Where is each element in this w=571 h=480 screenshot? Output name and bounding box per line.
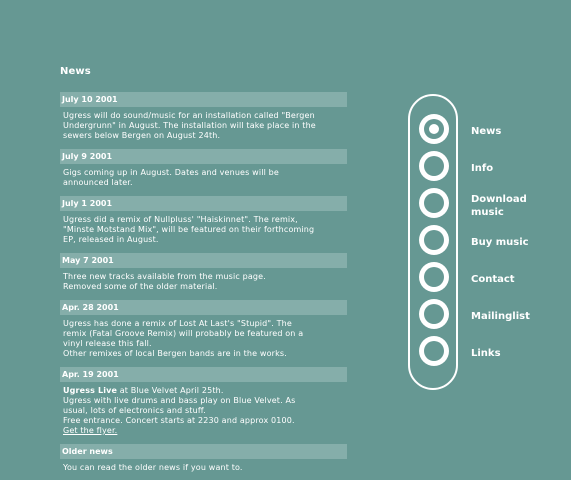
nav-radio-inner xyxy=(424,341,444,361)
news-entry-text xyxy=(60,168,347,188)
news-text-line: Gigs coming up in August. Dates and venues will be xyxy=(63,168,279,177)
news-entry-date: Older news xyxy=(60,444,347,459)
nav-radio-inner xyxy=(424,230,444,250)
news-entry-date: July 9 2001 xyxy=(60,149,347,164)
nav-label-info[interactable]: Info xyxy=(471,163,494,174)
news-entry-date: July 10 2001 xyxy=(60,92,347,107)
ugress-live-label: Ugress Live xyxy=(63,386,118,395)
news-text-line: remix (Fatal Groove Remix) will probably be featured on a xyxy=(63,329,304,338)
news-entry-date: Apr. 19 2001 xyxy=(60,367,347,382)
news-text-line: Ugress did a remix of Nullpluss' "Haiskinnet". The remix, xyxy=(63,215,298,224)
news-text-line: EP, released in August. xyxy=(63,235,159,244)
nav-radio-icon xyxy=(419,151,449,181)
news-text-line: Ugress has done a remix of Lost At Last's "Stupid". The xyxy=(63,319,292,328)
news-entry-text xyxy=(60,272,347,292)
news-text-line: Three new tracks available from the music page. xyxy=(63,272,266,281)
nav-radio-icon xyxy=(419,336,449,366)
news-text-line: Undergrunn" in August. The installation will take place in the xyxy=(63,121,316,130)
news-text-line: Free entrance. Concert starts at 2230 and approx 0100. xyxy=(63,416,295,425)
nav-radio-icon xyxy=(419,225,449,255)
nav-radio-inner xyxy=(424,193,444,213)
news-text-fragment: at Blue Velvet April 25th. xyxy=(117,386,224,395)
nav-item-links[interactable] xyxy=(414,332,564,370)
news-text-line: Removed some of the older material. xyxy=(63,282,218,291)
news-text-line xyxy=(63,386,347,396)
nav-radio-inner xyxy=(424,119,444,139)
nav-item-buy-music[interactable] xyxy=(414,221,564,259)
nav-item-download-music[interactable] xyxy=(414,184,564,222)
news-text-line: sewers below Bergen on August 24th. xyxy=(63,131,221,140)
nav-label-mailinglist[interactable]: Mailinglist xyxy=(471,311,530,322)
news-entry-text xyxy=(60,111,347,141)
nav-label-download-music[interactable]: Download music xyxy=(471,194,527,218)
news-entry xyxy=(60,444,347,473)
news-text-line xyxy=(63,426,347,436)
news-entry-date: May 7 2001 xyxy=(60,253,347,268)
news-entry xyxy=(60,149,347,188)
news-entry-text xyxy=(60,386,347,436)
news-entry xyxy=(60,92,347,141)
news-text-line: Ugress with live drums and bass play on Blue Velvet. As xyxy=(63,396,296,405)
nav-radio-icon xyxy=(419,299,449,329)
nav-item-info[interactable] xyxy=(414,147,564,185)
news-text-line: announced later. xyxy=(63,178,133,187)
news-entry xyxy=(60,367,347,436)
news-heading: News xyxy=(60,66,91,77)
nav-label-news[interactable]: News xyxy=(471,126,502,137)
news-text-line: vinyl release this fall. xyxy=(63,339,152,348)
nav-label-buy-music[interactable]: Buy music xyxy=(471,237,529,248)
nav-radio-inner xyxy=(424,156,444,176)
nav-item-contact[interactable] xyxy=(414,258,564,296)
news-entry xyxy=(60,253,347,292)
news-entry-text xyxy=(60,319,347,359)
news-text-line: "Minste Motstand Mix", will be featured on their forthcoming xyxy=(63,225,315,234)
news-entry-date: July 1 2001 xyxy=(60,196,347,211)
news-entry-date: Apr. 28 2001 xyxy=(60,300,347,315)
nav-radio-inner xyxy=(424,304,444,324)
nav-item-news[interactable] xyxy=(414,110,564,148)
nav-radio-icon xyxy=(419,188,449,218)
nav-radio-selected-dot xyxy=(429,124,439,134)
news-list xyxy=(60,92,347,480)
news-entry xyxy=(60,300,347,359)
news-entry xyxy=(60,196,347,245)
news-entry-text xyxy=(60,463,347,473)
news-text-line: usual, lots of electronics and stuff. xyxy=(63,406,206,415)
nav-label-contact[interactable]: Contact xyxy=(471,274,515,285)
flyer-link[interactable]: Get the flyer. xyxy=(63,426,118,435)
nav-label-links[interactable]: Links xyxy=(471,348,501,359)
news-text-line: Ugress will do sound/music for an installation called "Bergen xyxy=(63,111,315,120)
nav-item-mailinglist[interactable] xyxy=(414,295,564,333)
news-entry-text xyxy=(60,215,347,245)
nav-radio-icon xyxy=(419,114,449,144)
news-text-line: Other remixes of local Bergen bands are in the works. xyxy=(63,349,287,358)
nav-radio-icon xyxy=(419,262,449,292)
news-text-line: You can read the older news if you want to. xyxy=(63,463,243,472)
nav-radio-inner xyxy=(424,267,444,287)
